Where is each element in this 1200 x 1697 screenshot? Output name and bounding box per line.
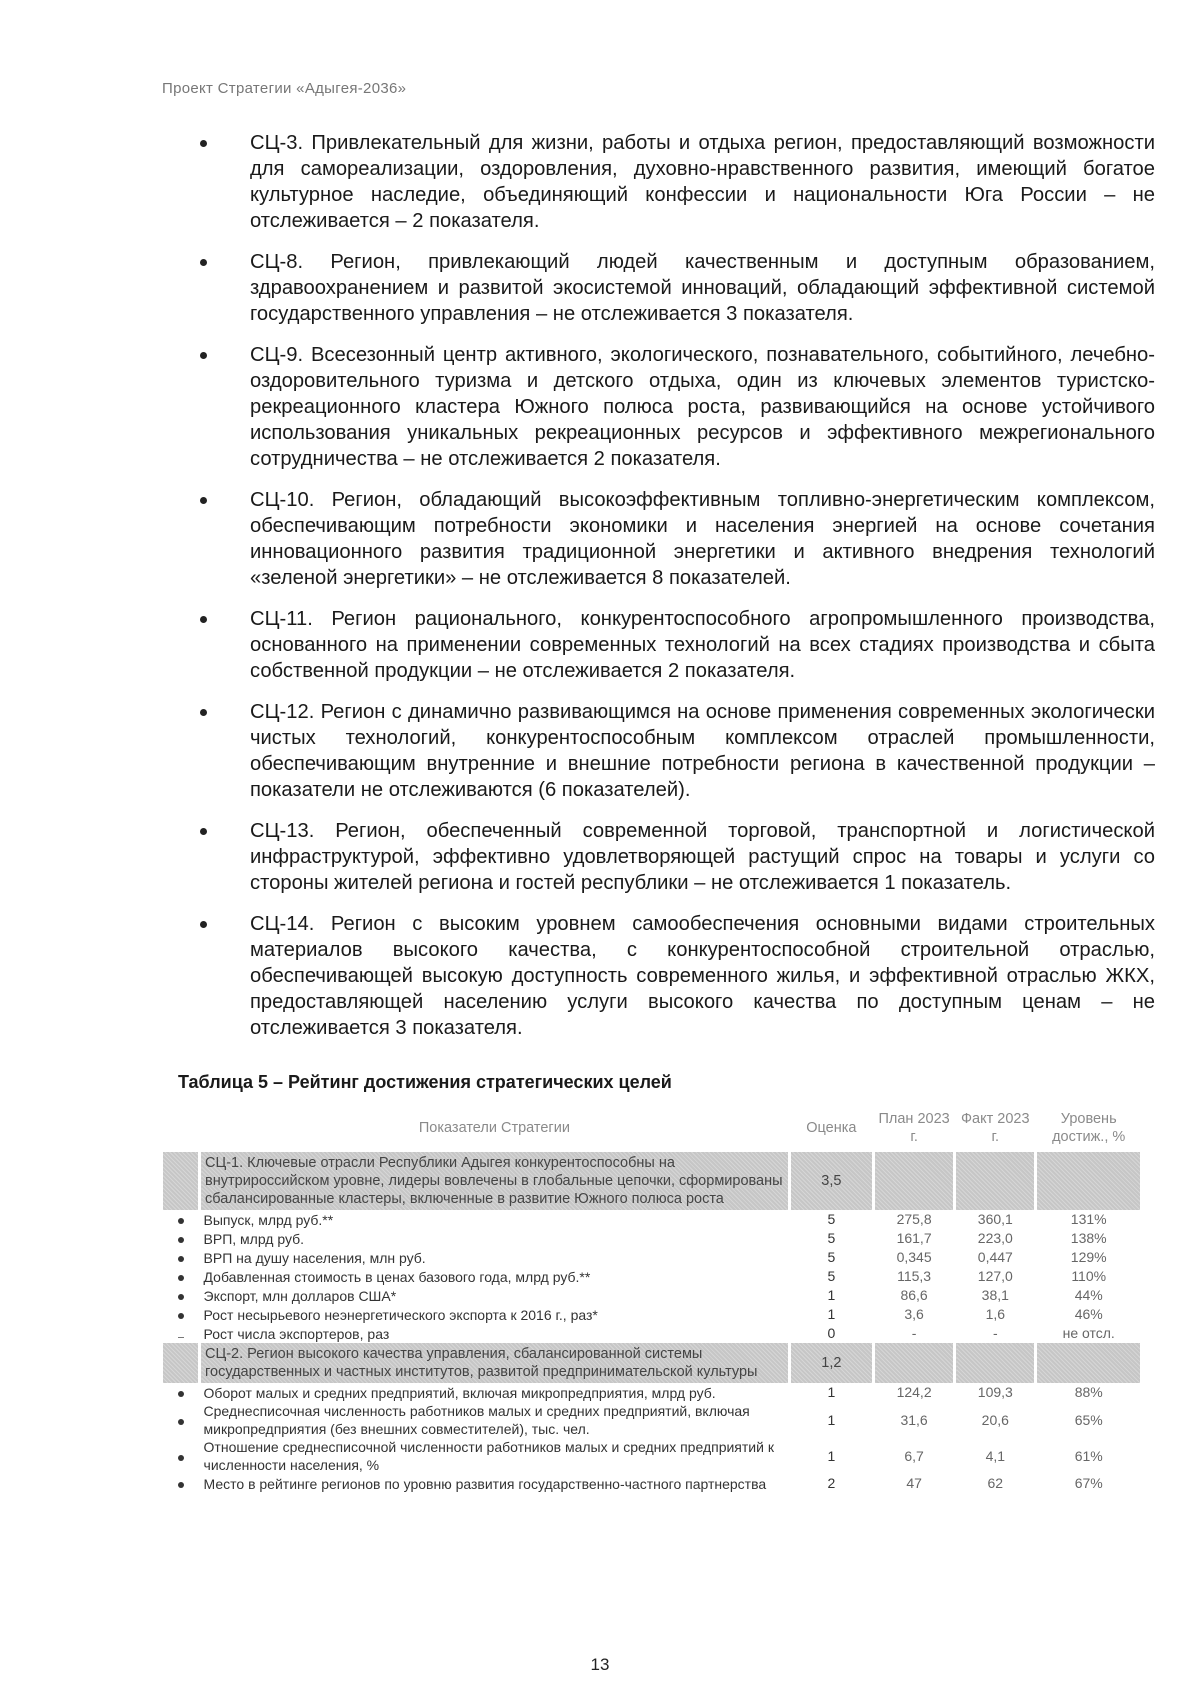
table-row — [163, 1402, 1142, 1438]
goal-level-cell — [1036, 1152, 1142, 1210]
indicator-level: 46% — [1074, 1306, 1103, 1322]
rating-table — [163, 1104, 1143, 1493]
indicator-level: 131% — [1070, 1211, 1107, 1227]
bullet-dot — [200, 616, 207, 623]
goal-title: СЦ-2. Регион высокого качества управления, сбалансированной системы государственных и частных институтов, развитой предпринимательской культуры — [200, 1343, 790, 1383]
table-row — [163, 1474, 1142, 1493]
indicator-plan: 47 — [906, 1475, 922, 1491]
bullet-icon — [178, 1419, 184, 1425]
bullet-icon — [178, 1218, 184, 1224]
goal-text: СЦ-14. Регион с высоким уровнем самообеспечения основными видами строительных материалов высокого качества, с конкурентоспособной строительной отраслью, обеспечивающей высокую доступность современного жилья, и эффективной отраслью ЖКХ, предоставляющей населению услуги высокого качества по доступным ценам – не отслеживается 3 показателя. — [250, 913, 1155, 1039]
goal-mark-cell — [163, 1343, 200, 1383]
indicator-score: 1 — [827, 1447, 836, 1464]
header-fact: Факт 2023 г. — [961, 1111, 1030, 1145]
goal-bullet-sc13 — [200, 818, 1155, 896]
table-caption: Таблица 5 – Рейтинг достижения стратегических целей — [178, 1072, 672, 1092]
indicator-level: 110% — [1071, 1268, 1107, 1284]
indicator-score: 5 — [827, 1211, 836, 1227]
indicator-name: Оборот малых и средних предприятий, включая микропредприятия, млрд руб. — [203, 1384, 716, 1401]
bullet-dot — [200, 497, 207, 504]
table-row — [163, 1383, 1142, 1402]
header-mark-cell — [163, 1104, 200, 1152]
indicator-name: Место в рейтинге регионов по уровню развития государственно-частного партнерства — [203, 1475, 767, 1492]
indicator-plan: 115,3 — [897, 1268, 932, 1284]
indicator-name: Рост несырьевого неэнергетического экспорта к 2016 г., раз* — [203, 1306, 598, 1323]
page-number: 13 — [590, 1655, 610, 1674]
bullet-icon — [178, 1237, 184, 1243]
bullet-dot — [200, 709, 207, 716]
row-marker — [163, 1383, 200, 1402]
indicator-name: Среднесписочная численность работников малых и средних предприятий, включая микропредприятия (без внешних совместителей), тыс. чел. — [203, 1403, 750, 1437]
indicator-level: 61% — [1074, 1447, 1103, 1464]
indicator-score: 5 — [827, 1268, 836, 1284]
indicator-fact: 1,6 — [985, 1306, 1006, 1322]
indicator-score: 1 — [827, 1306, 836, 1322]
bullet-icon — [178, 1256, 184, 1262]
indicator-level: 67% — [1074, 1475, 1103, 1491]
indicator-fact: 223,0 — [977, 1230, 1013, 1246]
indicator-name: ВРП, млрд руб. — [203, 1230, 305, 1247]
indicator-plan: 3,6 — [904, 1306, 924, 1322]
goal-text: СЦ-9. Всесезонный центр активного, экологического, познавательного, событийного, лечебно-оздоровительного туризма и детского отдыха, один из ключевых элементов туристско-рекреационного кластера Южного полюса роста, развивающийся на основе устойчивого использования уникальных рекреационных ресурсов и эффективного межрегионального сотрудничества – не отслеживается 2 показателя. — [250, 344, 1155, 470]
header-score: Оценка — [806, 1120, 857, 1136]
goal-bullet-sc8 — [200, 249, 1155, 327]
bullet-icon — [178, 1313, 184, 1319]
row-marker — [163, 1474, 200, 1493]
bullet-icon — [178, 1275, 184, 1281]
indicator-plan: 6,7 — [904, 1447, 924, 1464]
indicator-score: 0 — [827, 1325, 836, 1341]
dash-icon — [178, 1337, 184, 1338]
indicator-fact: 62 — [987, 1475, 1004, 1491]
indicator-fact: 4,1 — [985, 1447, 1006, 1464]
goal-text: СЦ-13. Регион, обеспеченный современной торговой, транспортной и логистической инфраструктурой, эффективно удовлетворяющей растущий спрос на товары и услуги со стороны жителей региона и гостей республики – не отслеживается 1 показатель. — [250, 820, 1155, 894]
goal-title: СЦ-1. Ключевые отрасли Республики Адыгея конкурентоспособны на внутрироссийском уровне, лидеры вовлечены в глобальные цепочки, сформированы сбалансированные кластеры, включенные в развитие Южного полюса роста — [200, 1152, 790, 1210]
bullet-icon — [178, 1482, 184, 1488]
row-marker — [163, 1267, 200, 1286]
indicator-fact: 109,3 — [977, 1384, 1013, 1400]
document-header: Проект Стратегии «Адыгея-2036» — [162, 80, 407, 97]
goal-bullet-sc3 — [200, 130, 1155, 234]
goal-plan-cell — [874, 1343, 955, 1383]
indicator-score: 5 — [827, 1230, 836, 1246]
bullet-dot — [200, 921, 207, 928]
table-row — [163, 1305, 1142, 1324]
row-marker — [163, 1324, 200, 1343]
table-header-row — [163, 1104, 1142, 1152]
indicator-level: 88% — [1074, 1384, 1103, 1400]
indicator-fact: 360,1 — [977, 1211, 1013, 1227]
goal-row-sc1 — [163, 1152, 1142, 1210]
header-plan: План 2023 г. — [878, 1111, 950, 1145]
goal-bullet-sc14 — [200, 911, 1155, 1041]
indicator-plan: 31,6 — [900, 1411, 928, 1428]
bullet-icon — [178, 1455, 184, 1461]
indicator-plan: 124,2 — [896, 1384, 932, 1400]
goal-score: 1,2 — [789, 1343, 873, 1383]
goal-level-cell — [1036, 1343, 1142, 1383]
indicator-level: 129% — [1070, 1249, 1107, 1265]
bullet-dot — [200, 259, 207, 266]
indicator-fact: 38,1 — [981, 1287, 1009, 1303]
indicator-score: 1 — [827, 1411, 836, 1428]
goal-text: СЦ-10. Регион, обладающий высокоэффективным топливно-энергетическим комплексом, обеспечивающим потребности экономики и населения энергией на основе сочетания инновационного развития традиционной энергетики и активного внедрения технологий «зеленой энергетики» – не отслеживается 8 показателей. — [250, 489, 1155, 589]
table-row — [163, 1248, 1142, 1267]
header-indicators: Показатели Стратегии — [418, 1120, 570, 1136]
row-marker — [163, 1286, 200, 1305]
row-marker — [163, 1305, 200, 1324]
indicator-level: 44% — [1074, 1287, 1103, 1303]
indicator-name: Экспорт, млн долларов США* — [203, 1287, 397, 1304]
indicator-name: Добавленная стоимость в ценах базового года, млрд руб.** — [203, 1268, 591, 1285]
table-row — [163, 1324, 1142, 1343]
goal-text: СЦ-3. Привлекательный для жизни, работы и отдыха регион, предоставляющий возможности для самореализации, оздоровления, духовно-нравственного развития, имеющий богатое культурное наследие, объединяющий конфессии и национальности Юга России – не отслеживается – 2 показателя. — [250, 132, 1155, 232]
goal-fact-cell — [955, 1152, 1036, 1210]
indicator-plan: 0,345 — [896, 1249, 932, 1265]
indicator-name: ВРП на душу населения, млн руб. — [203, 1249, 426, 1266]
indicator-plan: 86,6 — [900, 1287, 928, 1303]
indicator-score: 5 — [827, 1249, 836, 1265]
indicator-level: 138% — [1070, 1230, 1107, 1246]
indicator-score: 2 — [827, 1475, 836, 1491]
goal-bullet-sc9 — [200, 342, 1155, 472]
row-marker — [163, 1438, 200, 1474]
indicator-name: Отношение среднесписочной численности работников малых и средних предприятий к численности населения, % — [203, 1439, 774, 1473]
row-marker — [163, 1248, 200, 1267]
table-row — [163, 1438, 1142, 1474]
indicator-plan: - — [911, 1325, 917, 1341]
table-row — [163, 1229, 1142, 1248]
goal-row-sc2 — [163, 1343, 1142, 1383]
strategic-goals-list — [200, 130, 1155, 1056]
goal-score: 3,5 — [789, 1152, 873, 1210]
indicator-score: 1 — [827, 1287, 836, 1303]
indicator-score: 1 — [827, 1384, 836, 1400]
bullet-dot — [200, 140, 207, 147]
bullet-icon — [178, 1294, 184, 1300]
header-level: Уровень достиж., % — [1052, 1111, 1126, 1145]
table-row — [163, 1286, 1142, 1305]
bullet-dot — [200, 828, 207, 835]
indicator-fact: 0,447 — [977, 1249, 1013, 1265]
goal-fact-cell — [955, 1343, 1036, 1383]
table-row — [163, 1267, 1142, 1286]
goal-bullet-sc11 — [200, 606, 1155, 684]
indicator-name: Рост числа экспортеров, раз — [203, 1325, 390, 1342]
goal-text: СЦ-8. Регион, привлекающий людей качественным и доступным образованием, здравоохранением и развитой экосистемой инноваций, обладающий эффективной системой государственного управления – не отслеживается 3 показателя. — [250, 251, 1155, 325]
indicator-name: Выпуск, млрд руб.** — [203, 1211, 334, 1228]
bullet-dot — [200, 352, 207, 359]
indicator-fact: - — [992, 1325, 998, 1341]
indicator-plan: 275,8 — [896, 1211, 932, 1227]
goal-bullet-sc10 — [200, 487, 1155, 591]
goal-text: СЦ-11. Регион рационального, конкурентоспособного агропромышленного производства, основанного на применении современных технологий на всех стадиях производства и сбыта собственной продукции – не отслеживается 2 показателя. — [250, 608, 1155, 682]
indicator-fact: 20,6 — [981, 1411, 1009, 1428]
bullet-icon — [178, 1391, 184, 1397]
row-marker — [163, 1402, 200, 1438]
indicator-plan: 161,7 — [896, 1230, 932, 1246]
indicator-fact: 127,0 — [977, 1268, 1013, 1284]
goal-mark-cell — [163, 1152, 200, 1210]
goal-bullet-sc12 — [200, 699, 1155, 803]
goal-plan-cell — [874, 1152, 955, 1210]
row-marker — [163, 1229, 200, 1248]
goal-text: СЦ-12. Регион с динамично развивающимся на основе применения современных экологически чистых технологий, конкурентоспособным комплексом отраслей промышленности, обеспечивающим внутренние и внешние потребности региона в качественной продукции – показатели не отслеживаются (6 показателей). — [250, 701, 1155, 801]
row-marker — [163, 1210, 200, 1229]
table-row — [163, 1210, 1142, 1229]
indicator-level: 65% — [1074, 1411, 1103, 1428]
indicator-level: не отсл. — [1062, 1325, 1115, 1341]
